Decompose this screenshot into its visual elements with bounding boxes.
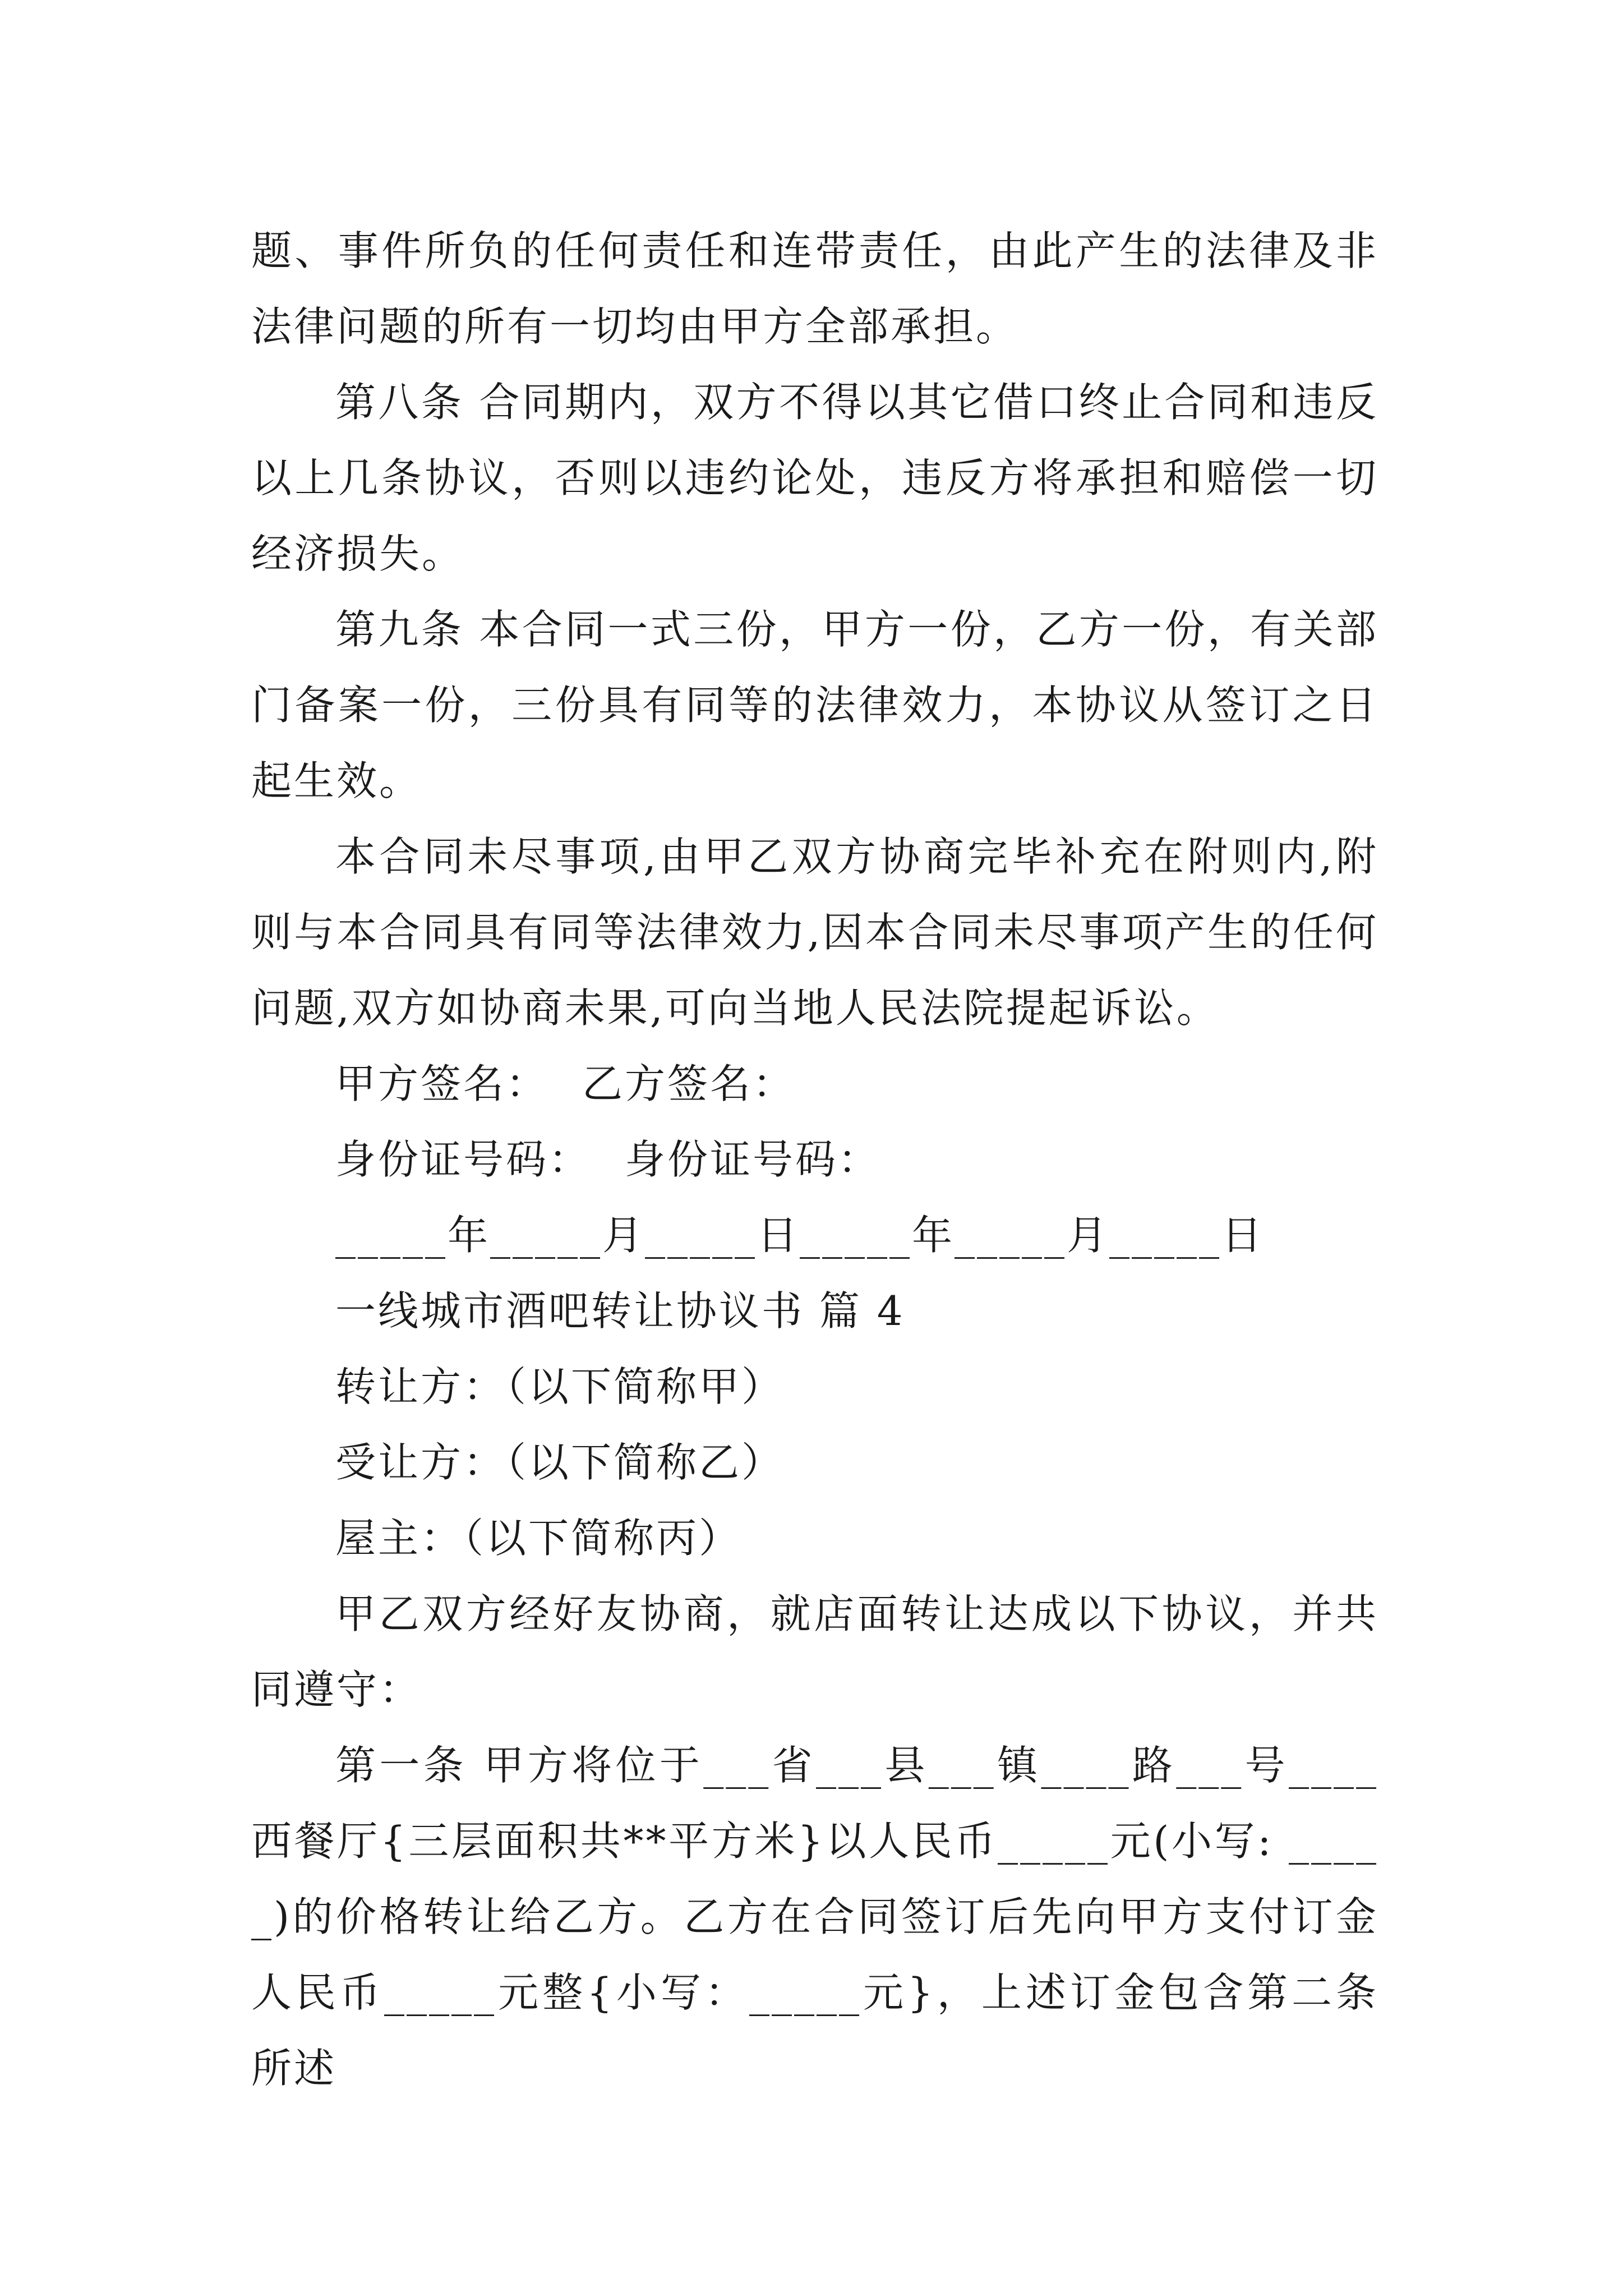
party-a-signature-label: 甲方签名：: [335, 1060, 549, 1107]
transferor-line: 转让方：（以下简称甲）: [335, 1363, 785, 1410]
signature-date-line: _____年_____月_____日_____年_____月_____日: [335, 1212, 1265, 1259]
paragraph-liability-continued: 题、事件所负的任何责任和连带责任，由此产生的法律及非法律问题的所有一切均由甲方全部承担。: [251, 227, 1378, 350]
paragraph-agreement-intro: 甲乙双方经好友协商，就店面转让达成以下协议，并共同遵守：: [251, 1590, 1378, 1713]
party-b-signature-label: 乙方签名：: [582, 1060, 796, 1107]
paragraph-supplementary-terms: 本合同未尽事项,由甲乙双方协商完毕补充在附则内,附则与本合同具有同等法律效力,因本合同未尽事项产生的任何问题,双方如协商未果,可向当地人民法院提起诉讼。: [251, 833, 1378, 1032]
section-4-heading: 一线城市酒吧转让协议书 篇 4: [335, 1287, 905, 1335]
party-a-id-label: 身份证号码：: [335, 1136, 592, 1183]
signature-names-line: [251, 1046, 1378, 1122]
document-body: [251, 213, 1378, 2106]
landlord-line: 屋主：（以下简称丙）: [335, 1515, 742, 1562]
paragraph-article-9: 第九条 本合同一式三份，甲方一份，乙方一份，有关部门备案一份，三份具有同等的法律效力，本协议从签订之日起生效。: [251, 606, 1378, 804]
paragraph-article-8: 第八条 合同期内，双方不得以其它借口终止合同和违反以上几条协议，否则以违约论处，违反方将承担和赔偿一切经济损失。: [251, 379, 1378, 577]
party-b-id-label: 身份证号码：: [625, 1136, 881, 1183]
transferee-line: 受让方：（以下简称乙）: [335, 1439, 785, 1486]
paragraph-article-1: 第一条 甲方将位于___省___县___镇____路___号____西餐厅{三层面积共**平方米}以人民币_____元(小写: _____)的价格转让给乙方。乙方在合同签订后先向甲方支付订金人民币_____元整{小写：_____元}，上述订金包含第二条所述: [251, 1742, 1378, 2092]
signature-id-line: [251, 1122, 1378, 1198]
